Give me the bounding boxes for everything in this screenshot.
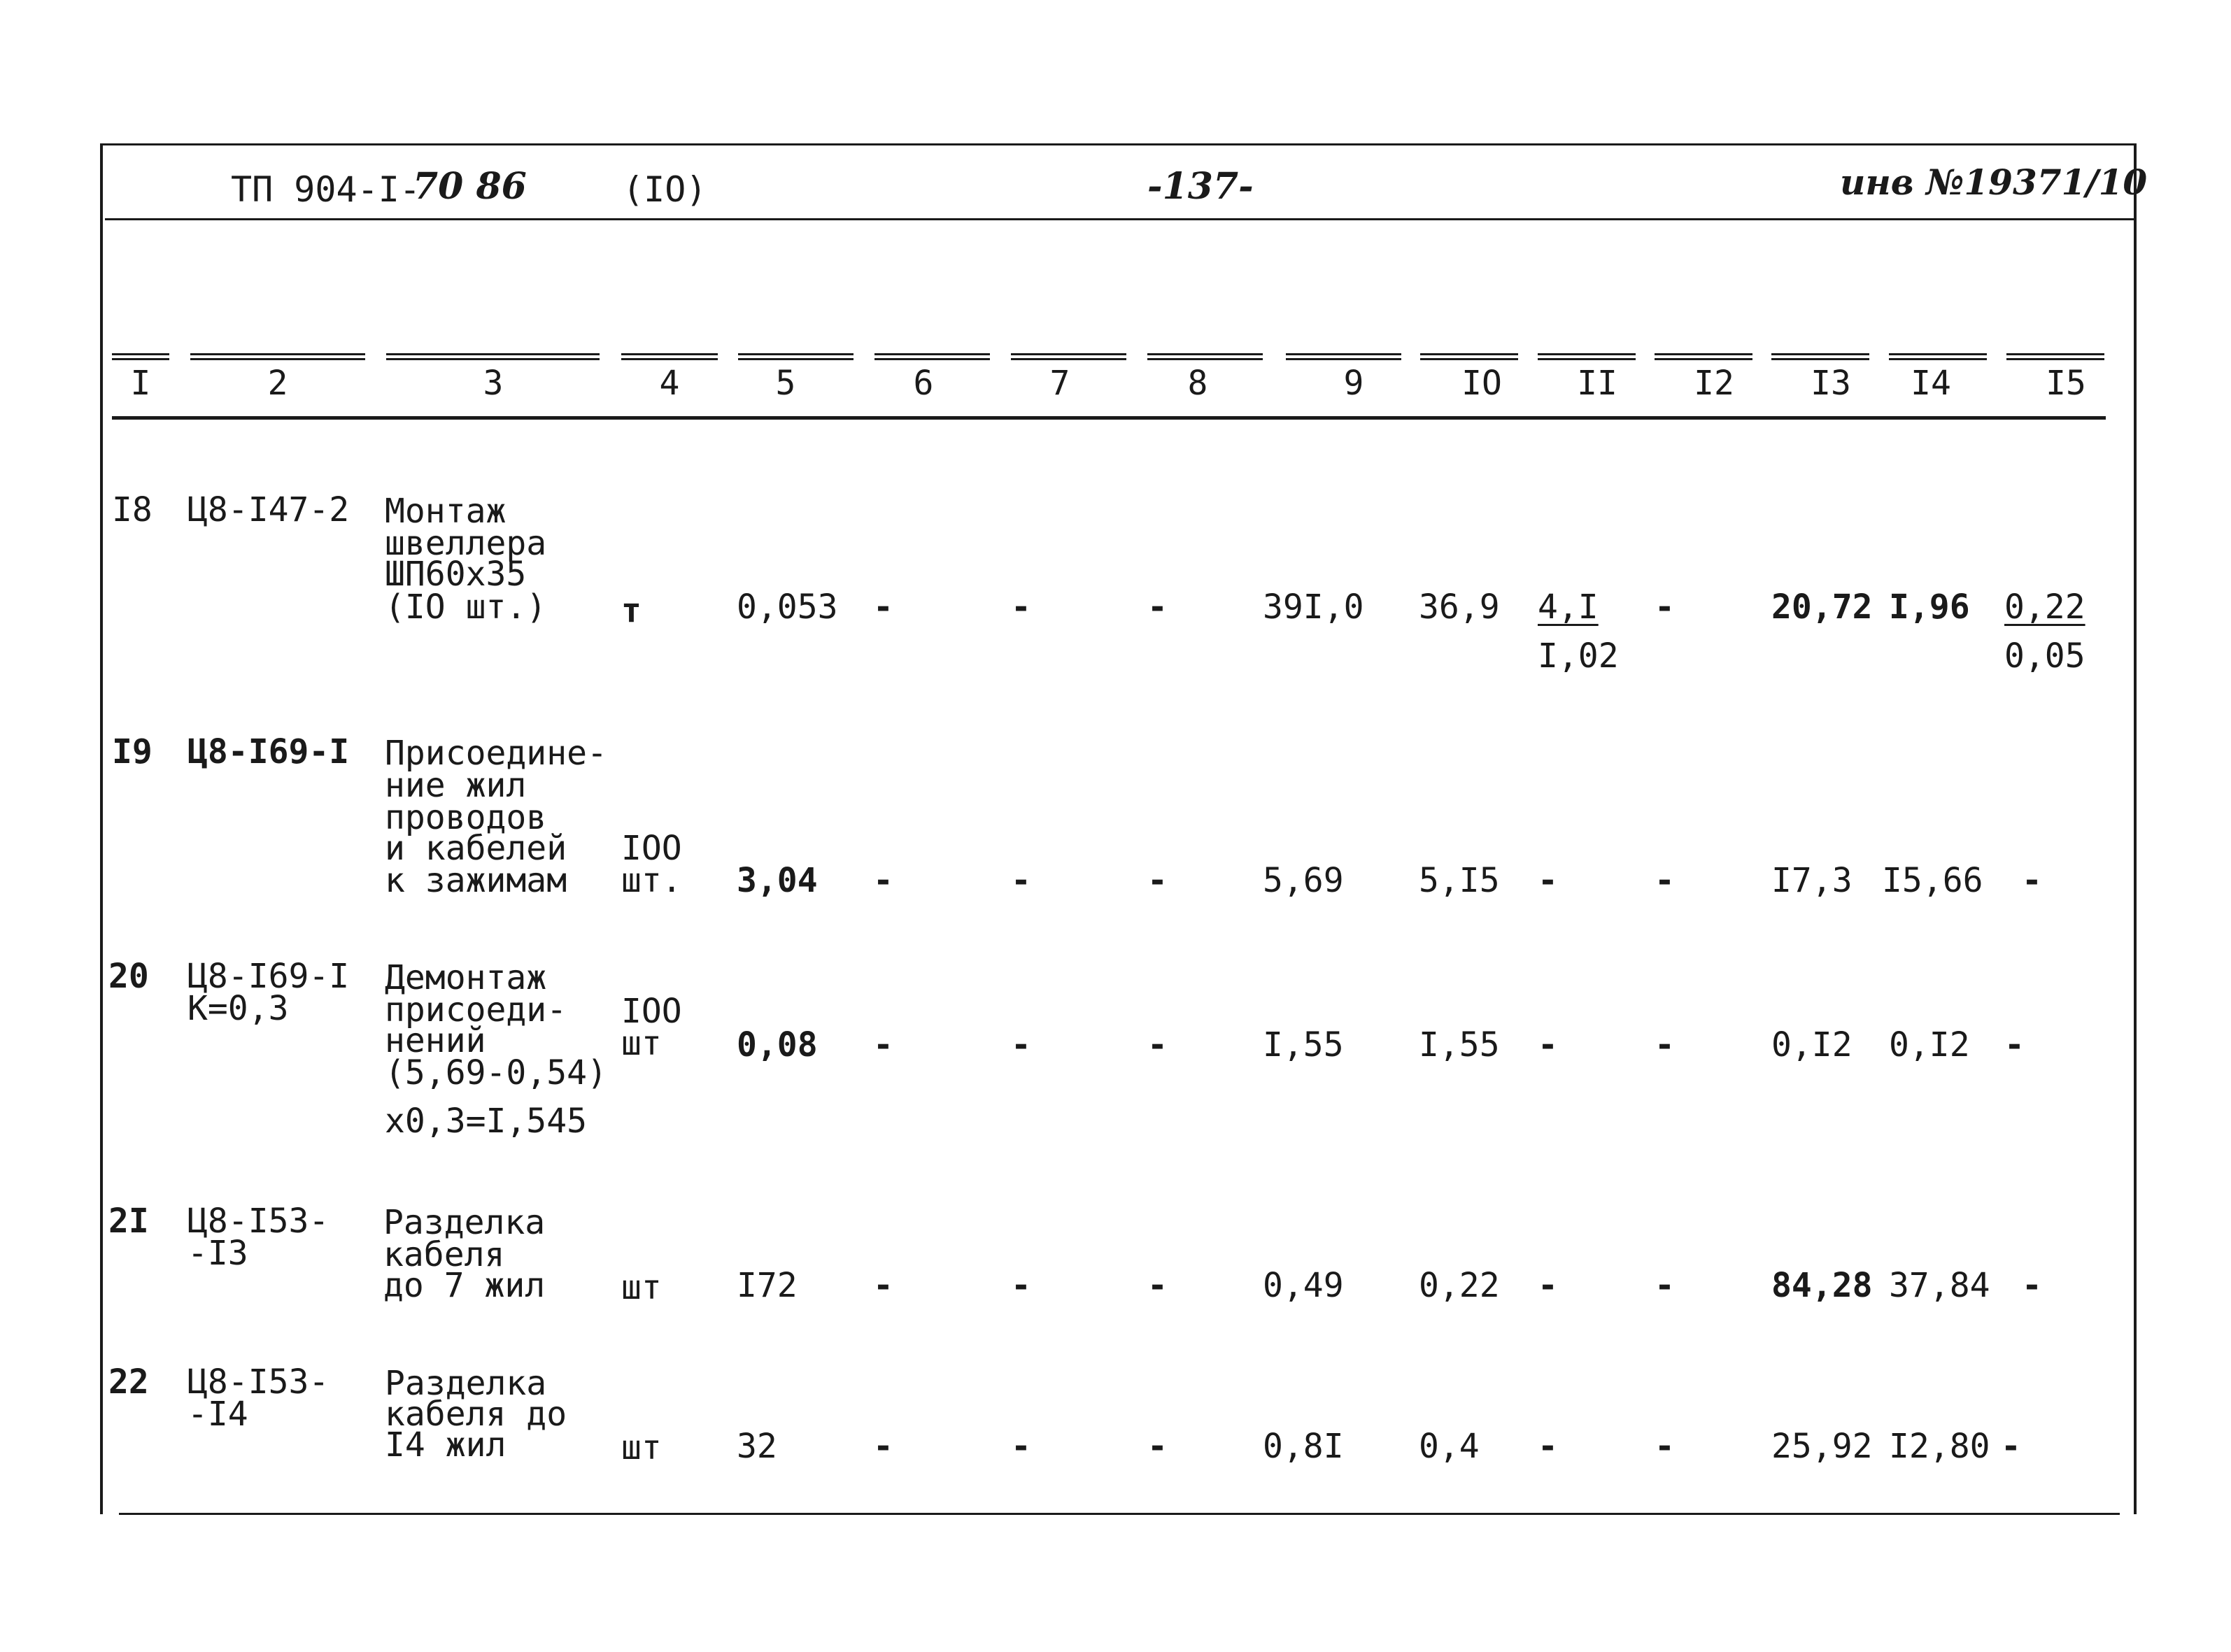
row-description-line: проводов [385, 798, 547, 837]
row-col11-top: 4,I [1538, 588, 1599, 627]
doc-code-prefix: ТП 904-I- [231, 169, 420, 210]
header-double-rule-2 [190, 353, 365, 360]
header-double-rule-9 [1286, 353, 1401, 360]
row-col15: - [2022, 1266, 2042, 1305]
row-col11: - [1538, 1427, 1558, 1466]
row-col10: 0,22 [1419, 1266, 1500, 1305]
frame-left-border [100, 143, 103, 1514]
row-description-line: ние жил [385, 766, 527, 805]
row-col6: - [873, 1427, 893, 1466]
row-col12: - [1655, 1025, 1675, 1064]
column-number: 2 [267, 364, 288, 403]
row-code: -I3 [187, 1234, 248, 1273]
row-code: Ц8-I53- [187, 1362, 330, 1402]
column-number: 4 [659, 364, 680, 403]
row-col10: I,55 [1419, 1025, 1500, 1064]
row-description-line: к зажимам [385, 861, 567, 900]
row-code: Ц8-I69-I [187, 732, 350, 771]
row-col15: - [2004, 1025, 2025, 1064]
row-col9: 5,69 [1263, 861, 1344, 900]
header-double-rule-5 [738, 353, 854, 360]
header-double-rule-11 [1538, 353, 1636, 360]
row-code: Ц8-I69-I [187, 957, 350, 996]
column-number: I3 [1811, 364, 1851, 403]
row-col11-bottom: I,02 [1538, 636, 1619, 676]
column-number: IO [1461, 364, 1502, 403]
row-col6: - [873, 1025, 893, 1064]
row-col11: - [1538, 1025, 1558, 1064]
section-number: (IO) [623, 169, 707, 210]
row-number: 20 [108, 957, 149, 996]
row-col13: 20,72 [1771, 588, 1873, 627]
row-col9: I,55 [1263, 1025, 1344, 1064]
row-col8: - [1147, 588, 1168, 627]
row-description-line: (5,69-0,54) [385, 1053, 607, 1092]
column-number: 9 [1343, 364, 1364, 403]
row-col7: - [1011, 1266, 1031, 1305]
page-number-handwritten: -137- [1147, 165, 1254, 208]
row-col12: - [1655, 861, 1675, 900]
row-col7: - [1011, 588, 1031, 627]
row-description-line: присоеди- [385, 990, 567, 1030]
frame-bottom-border [119, 1513, 2120, 1515]
row-col10: 5,I5 [1419, 861, 1500, 900]
column-number: I2 [1694, 364, 1734, 403]
row-description-line: ШП60х35 [385, 555, 527, 594]
row-description-line: до 7 жил [383, 1266, 546, 1305]
row-col12: - [1655, 588, 1675, 627]
row-col13: 84,28 [1771, 1266, 1873, 1305]
row-quantity: 0,08 [737, 1025, 818, 1064]
row-code: Ц8-I47-2 [187, 490, 350, 529]
row-col15-bottom: 0,05 [2004, 636, 2085, 676]
row-unit: IOO [621, 992, 682, 1031]
row-description-line: Разделка [383, 1203, 546, 1242]
row-unit: т [621, 591, 642, 630]
row-col8: - [1147, 1427, 1168, 1466]
row-col14: I,96 [1889, 588, 1970, 627]
row-col7: - [1011, 1025, 1031, 1064]
frame-right-border [2134, 143, 2137, 1514]
column-number: 3 [483, 364, 504, 403]
column-number: 6 [913, 364, 934, 403]
row-col14: I2,80 [1889, 1427, 1990, 1466]
column-number: 5 [775, 364, 796, 403]
row-col6: - [873, 1266, 893, 1305]
row-col15: - [2001, 1427, 2021, 1466]
row-description-line: кабеля [383, 1235, 505, 1274]
row-quantity: 0,053 [737, 588, 838, 627]
row-number: 2I [108, 1202, 149, 1241]
row-unit: шт. [621, 861, 682, 900]
header-double-rule-1 [112, 353, 169, 360]
row-col14: 0,I2 [1889, 1025, 1970, 1064]
row-col11: - [1538, 1266, 1558, 1305]
row-col10: 36,9 [1419, 588, 1500, 627]
frame-top-border [100, 143, 2136, 145]
row-col12: - [1655, 1427, 1675, 1466]
row-number: 22 [108, 1362, 149, 1402]
row-col14: 37,84 [1889, 1266, 1990, 1305]
row-col9: 0,49 [1263, 1266, 1344, 1305]
header-double-rule-7 [1011, 353, 1126, 360]
row-code: Ц8-I53- [187, 1202, 330, 1241]
row-col8: - [1147, 1025, 1168, 1064]
row-col8: - [1147, 1266, 1168, 1305]
row-col6: - [873, 861, 893, 900]
row-col6: - [873, 588, 893, 627]
header-double-rule-4 [621, 353, 718, 360]
row-code: -I4 [187, 1395, 248, 1434]
row-number: I8 [112, 490, 153, 529]
row-description-line: Разделка [385, 1364, 547, 1403]
row-col12: - [1655, 1266, 1675, 1305]
row-col11: - [1538, 861, 1558, 900]
column-number: I5 [2046, 364, 2086, 403]
row-col8: - [1147, 861, 1168, 900]
row-code: К=0,3 [187, 989, 289, 1028]
header-separator [105, 218, 2134, 220]
column-number: I4 [1911, 364, 1951, 403]
header-double-rule-3 [386, 353, 600, 360]
header-double-rule-13 [1771, 353, 1869, 360]
header-double-rule-8 [1147, 353, 1263, 360]
row-unit: IOO [621, 829, 682, 868]
row-col15: - [2022, 861, 2042, 900]
row-description-line: нений [385, 1021, 486, 1060]
row-col13: 0,I2 [1771, 1025, 1853, 1064]
row-quantity: 3,04 [737, 861, 818, 900]
row-col9: 0,8I [1263, 1427, 1344, 1466]
row-col13: 25,92 [1771, 1427, 1873, 1466]
row-description-line: кабеля до [385, 1395, 567, 1434]
column-number: II [1577, 364, 1617, 403]
row-number: I9 [112, 732, 153, 771]
header-double-rule-6 [874, 353, 990, 360]
row-description-line: швеллера [385, 524, 547, 563]
header-double-rule-12 [1655, 353, 1752, 360]
row-unit: шт [621, 1268, 662, 1307]
row-col14: I5,66 [1882, 861, 1983, 900]
column-number: 8 [1187, 364, 1208, 403]
column-number: 7 [1049, 364, 1070, 403]
column-numbers-underline [112, 416, 2106, 420]
doc-code-handwritten: 70 86 [413, 165, 527, 208]
header-double-rule-15 [2006, 353, 2104, 360]
header-double-rule-10 [1420, 353, 1518, 360]
row-description-line: I4 жил [385, 1425, 507, 1465]
row-description-line: х0,3=I,545 [385, 1102, 587, 1141]
row-col9: 39I,0 [1263, 588, 1364, 627]
row-quantity: 32 [737, 1427, 777, 1466]
column-number: I [130, 364, 151, 403]
row-col15-top: 0,22 [2004, 588, 2085, 627]
row-quantity: I72 [737, 1266, 798, 1305]
row-unit: шт [621, 1024, 662, 1063]
row-col10: 0,4 [1419, 1427, 1480, 1466]
row-description-line: Демонтаж [385, 958, 547, 997]
row-description-line: (IO шт.) [385, 588, 547, 627]
row-col13: I7,3 [1771, 861, 1853, 900]
row-description-line: и кабелей [385, 829, 567, 868]
row-unit: шт [621, 1428, 662, 1467]
row-description-line: Присоедине- [385, 734, 607, 773]
header-double-rule-14 [1889, 353, 1987, 360]
inventory-number-handwritten: инв №19371/10 [1840, 162, 2148, 203]
row-col7: - [1011, 861, 1031, 900]
row-col7: - [1011, 1427, 1031, 1466]
row-description-line: Монтаж [385, 492, 507, 531]
